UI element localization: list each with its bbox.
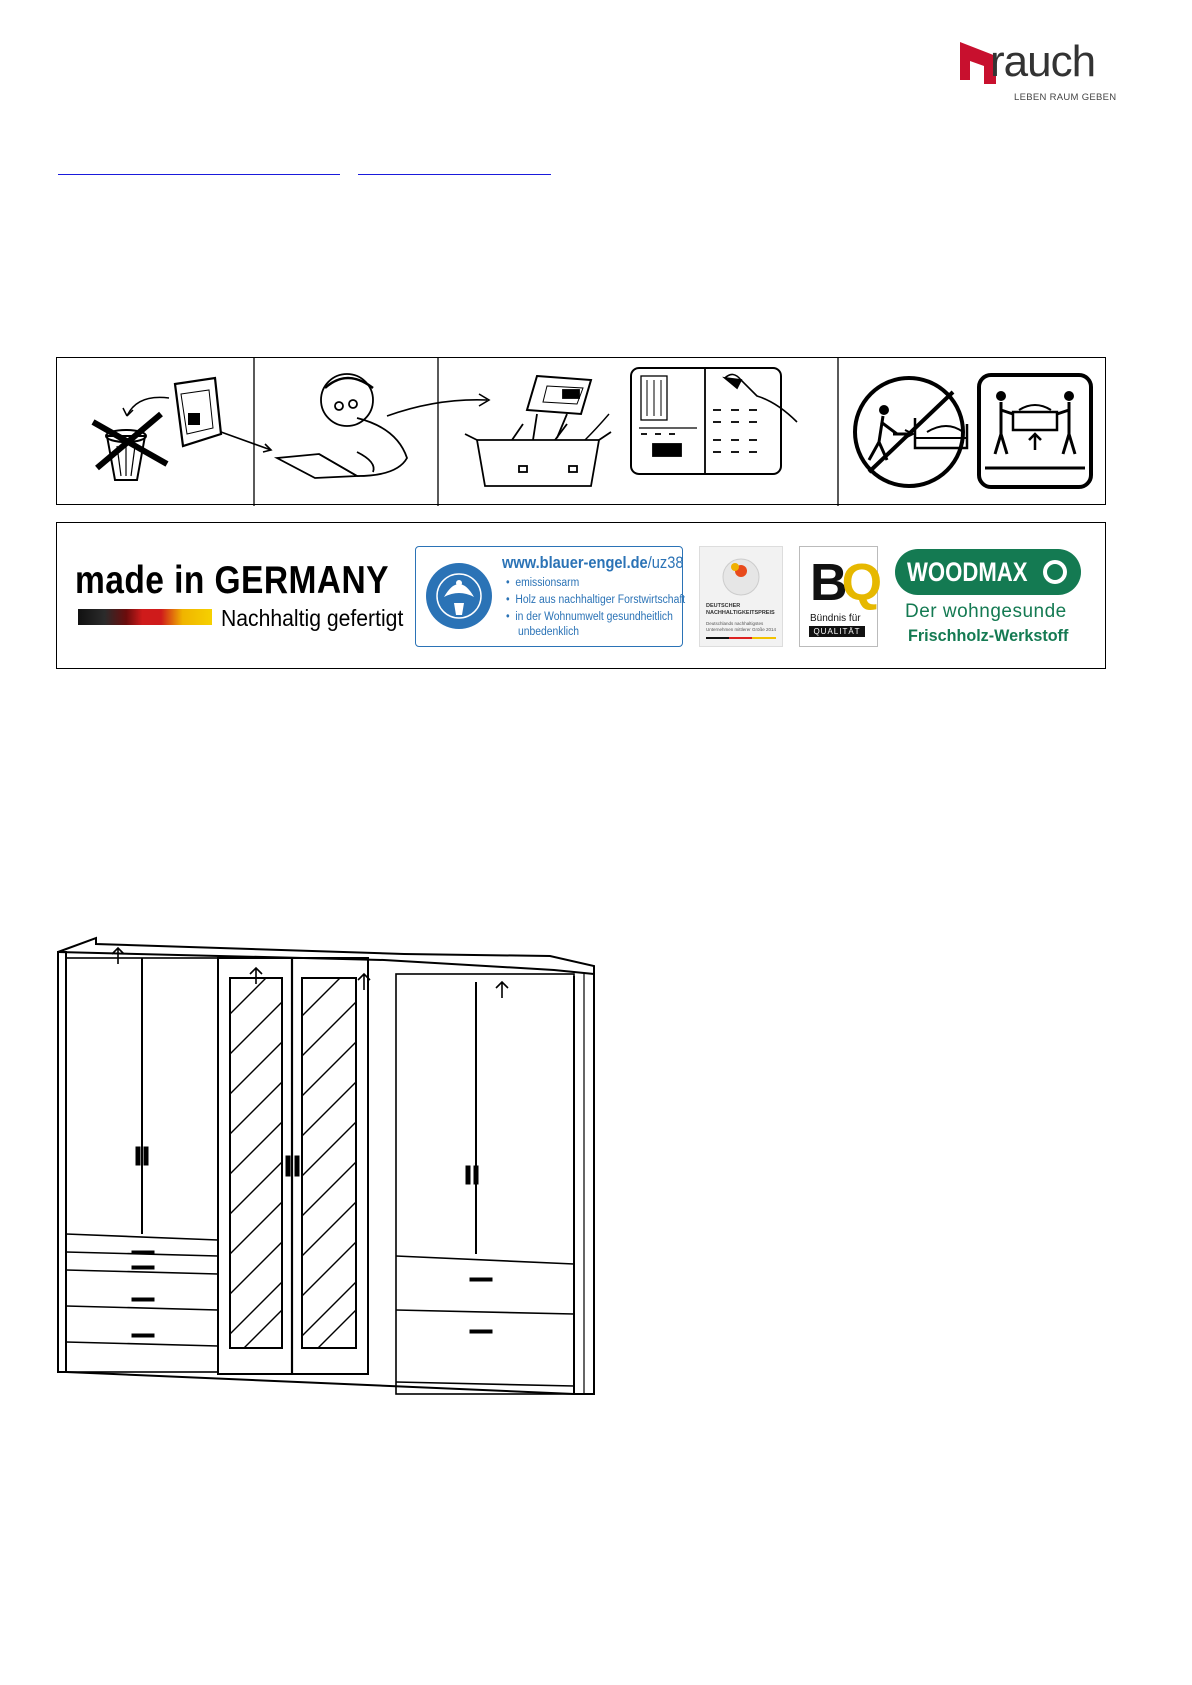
bq-line2: QUALITÄT: [809, 626, 865, 637]
document-link-secondary[interactable]: [358, 156, 551, 175]
brand-wordmark: rauch: [990, 37, 1096, 86]
read-instructions-icon: [221, 374, 407, 478]
blauer-engel-url-bold: www.blauer-engel.de: [502, 553, 648, 572]
german-flag-stripe: [78, 609, 212, 625]
blauer-engel-seal-icon: [424, 553, 494, 639]
woodmax-tagline-1: Der wohngesunde: [905, 601, 1067, 622]
woodmax-logo: [895, 549, 1081, 595]
brand-logo: [960, 36, 1117, 106]
nachhaltigkeitspreis-title: DEUTSCHER NACHHALTIGKEITSPREIS: [706, 603, 775, 616]
bq-quality-badge: [799, 546, 878, 647]
blauer-engel-bullet: • in der Wohnumwelt gesundheitlich: [506, 611, 673, 623]
certifications-band: [56, 522, 1106, 669]
flag-bar: [706, 637, 776, 639]
keep-instructions-and-parts-icon: [387, 368, 797, 486]
woodmax-tagline-2: Frischholz-Werkstoff: [908, 626, 1069, 645]
do-not-discard-instructions-icon: [93, 378, 221, 480]
woodmax-name: WOODMAX: [907, 557, 1028, 587]
blauer-engel-url-thin: /uz38: [647, 553, 684, 572]
woodmax-leaf-icon: [1041, 558, 1069, 586]
made-in-germany-title: made in GERMANY: [75, 559, 389, 602]
blauer-engel-url: [502, 553, 683, 573]
award-trophy-icon: [700, 547, 782, 603]
document-link-primary[interactable]: [58, 156, 340, 175]
handling-pictograms: [56, 357, 1106, 505]
nachhaltigkeitspreis-badge: [699, 546, 783, 647]
lift-furniture-together-icon: [979, 375, 1091, 487]
wardrobe-illustration: [54, 934, 609, 1409]
bq-letters: BQ: [810, 554, 877, 612]
bq-line1: Bündnis für: [810, 613, 861, 624]
made-in-germany-subtitle: Nachhaltig gefertigt: [221, 605, 404, 631]
blauer-engel-label: [415, 546, 686, 647]
nachhaltigkeitspreis-subtitle: Deutschlands nachhaltigstes Unternehmen mittlerer Größe 2014: [706, 621, 777, 632]
blauer-engel-bullet: • emissionsarm: [506, 577, 580, 589]
do-not-push-furniture-icon: [855, 378, 967, 486]
brand-tagline: LEBEN RAUM GEBEN: [1014, 92, 1117, 103]
blauer-engel-bullet-continuation: unbedenklich: [518, 626, 580, 638]
blauer-engel-bullet: • Holz aus nachhaltiger Forstwirtschaft: [506, 594, 686, 606]
